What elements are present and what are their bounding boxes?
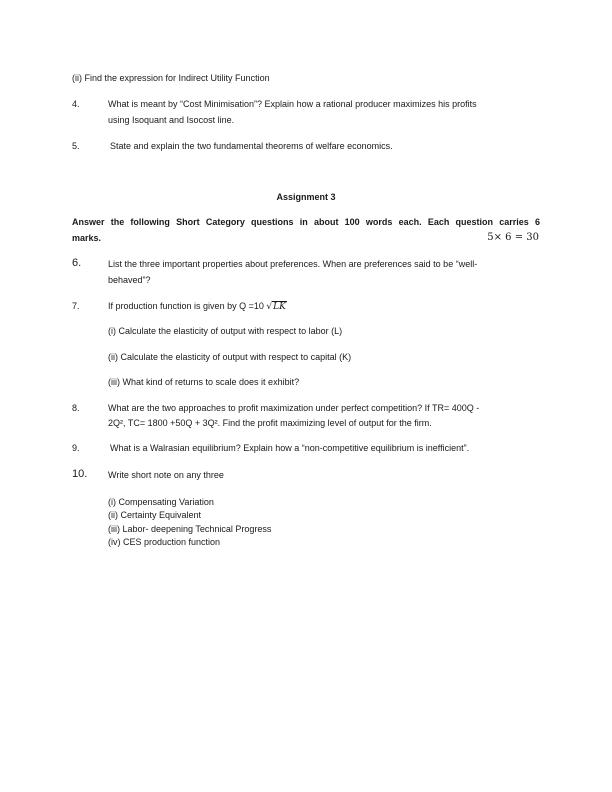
question-4-line-2: using Isoquant and Isocost line. <box>108 115 235 125</box>
question-7-number: 7. <box>72 301 80 311</box>
question-8-line-2: 2Q², TC= 1800 +50Q + 3Q². Find the profit maximizing level of output for the firm. <box>108 418 432 428</box>
instructions-line-2: marks. <box>72 233 102 243</box>
question-10-text: Write short note on any three <box>108 470 224 480</box>
question-8-number: 8. <box>72 403 80 413</box>
question-3-part-ii: (ii) Find the expression for Indirect Utility Function <box>72 73 270 83</box>
question-5-number: 5. <box>72 141 80 151</box>
question-7-line-1 <box>108 302 287 312</box>
question-7-sub-ii: (ii) Calculate the elasticity of output with respect to capital (K) <box>108 352 352 362</box>
instructions-line-1: Answer the following Short Category questions in about 100 words each. Each question carries 6 <box>72 217 540 227</box>
question-8-line-1: What are the two approaches to profit maximization under perfect competition? If TR= 400Q - <box>108 403 480 413</box>
question-10-number: 10. <box>72 468 88 480</box>
question-10-item: (iv) CES production function <box>108 537 221 547</box>
question-6-number: 6. <box>72 257 82 269</box>
marks-formula: 5× 6 = 30 <box>487 232 539 243</box>
question-4-number: 4. <box>72 99 80 109</box>
question-9-number: 9. <box>72 443 80 453</box>
question-10-item: (iii) Labor- deepening Technical Progress <box>108 524 272 534</box>
question-7-text: If production function is given by Q =10 <box>108 301 264 311</box>
sqrt-symbol: √ <box>266 302 273 312</box>
question-6-line-2: behaved”? <box>108 275 151 285</box>
question-7-sub-i: (i) Calculate the elasticity of output with respect to labor (L) <box>108 326 343 336</box>
square-root-expression <box>266 301 286 312</box>
question-5-text: State and explain the two fundamental theorems of welfare economics. <box>110 141 393 151</box>
question-10-item: (ii) Certainty Equivalent <box>108 510 202 520</box>
question-9-text: What is a Walrasian equilibrium? Explain how a “non-competitive equilibrium is inefficient”. <box>110 443 470 453</box>
sqrt-argument: LK <box>273 302 286 312</box>
question-10-item: (i) Compensating Variation <box>108 497 214 507</box>
assignment-title: Assignment 3 <box>276 192 336 202</box>
question-4-line-1: What is meant by “Cost Minimisation”? Explain how a rational producer maximizes his profits <box>108 99 477 109</box>
question-7-sub-iii: (iii) What kind of returns to scale does it exhibit? <box>108 377 300 387</box>
question-6-line-1: List the three important properties about preferences. When are preferences said to be “well- <box>108 259 478 269</box>
